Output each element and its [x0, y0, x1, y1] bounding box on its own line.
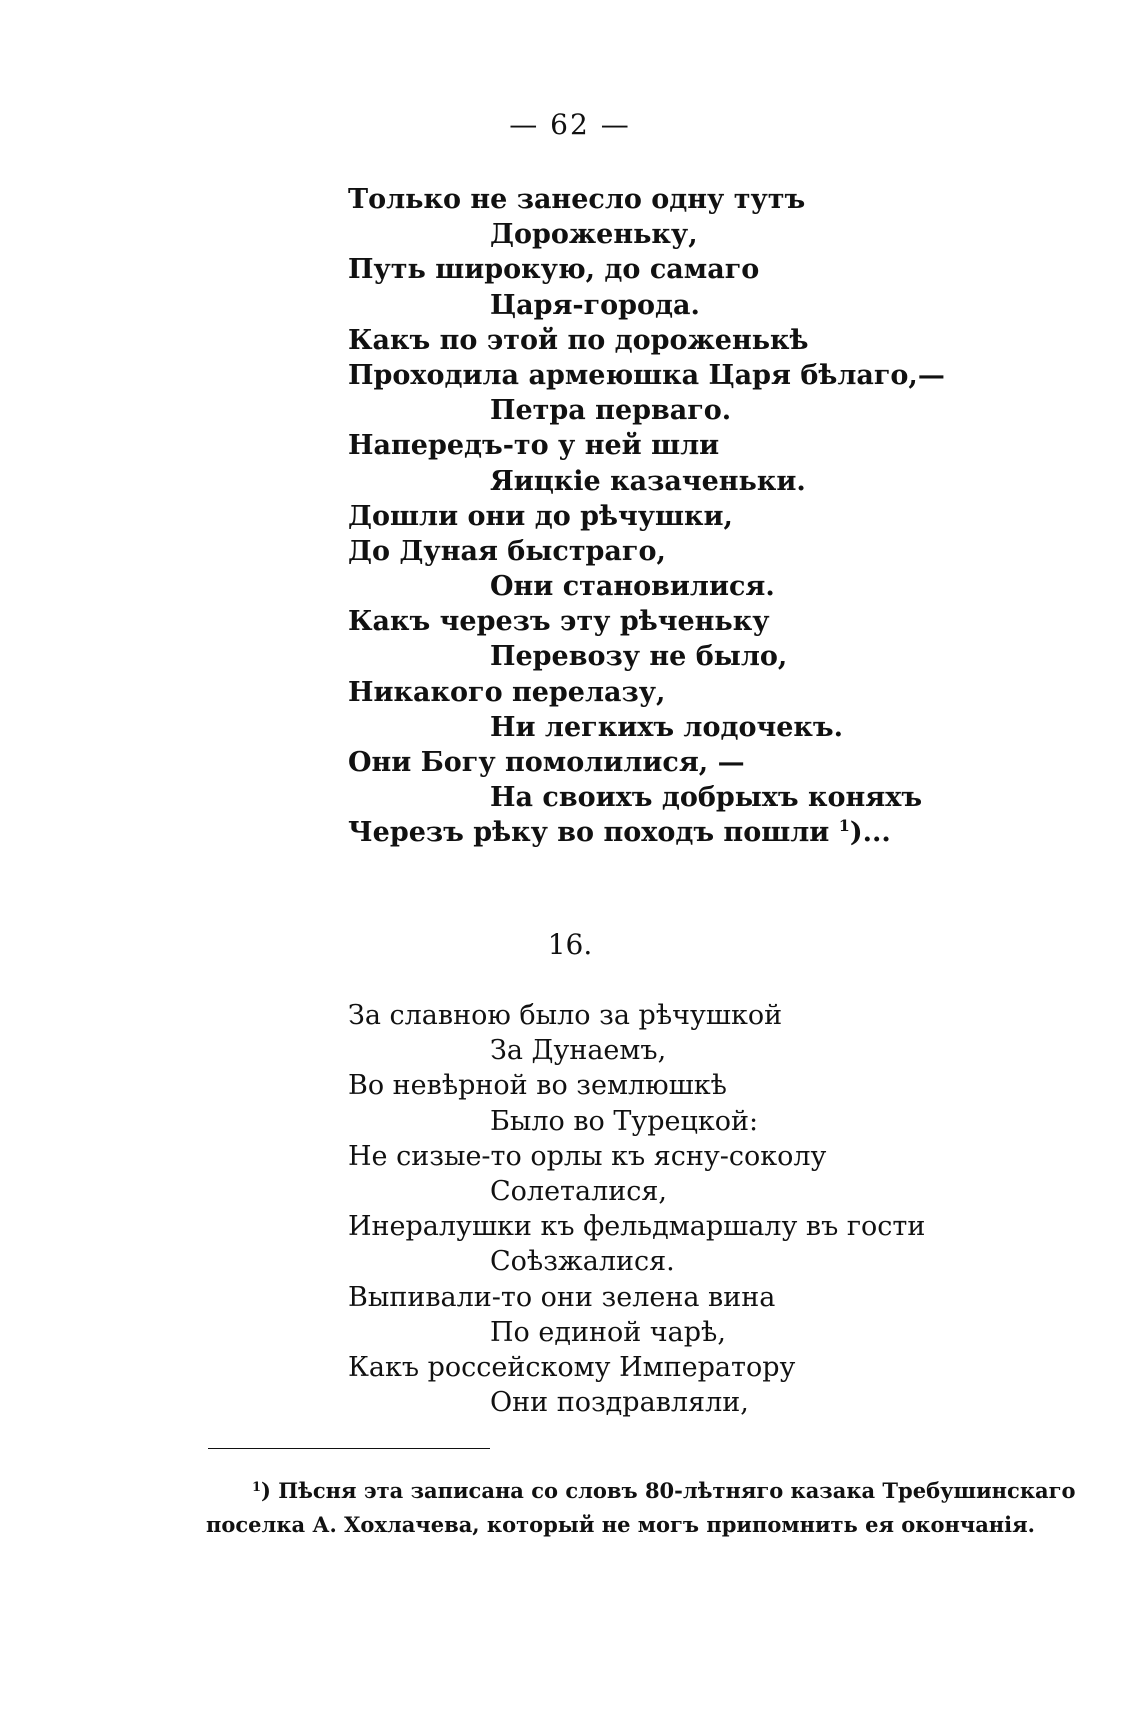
footnote-line — [206, 1474, 1076, 1508]
poem-line: Во невѣрной во землюшкѣ — [348, 1070, 727, 1102]
poem-line: Никакого перелазу, — [348, 676, 666, 708]
footnote-divider — [208, 1448, 490, 1449]
poem-line-with-footnote — [348, 815, 1088, 850]
poem-line: Напередъ-то у ней шли — [348, 430, 720, 462]
poem-line: За славною было за рѣчушкой — [348, 1000, 783, 1031]
poem-line: Они становилися. — [490, 571, 775, 603]
poem-line: Какъ черезъ эту рѣченьку — [348, 606, 770, 638]
poem-line: Солеталися, — [490, 1175, 667, 1207]
poem-15-continuation — [348, 182, 1088, 851]
poem-16 — [348, 998, 1088, 1420]
poem-line: Дороженьку, — [490, 219, 698, 251]
page-number: — 62 — — [509, 108, 631, 141]
poem-line: Выпивали-то они зелена вина — [348, 1281, 776, 1313]
poem-line: Какъ россейскому Императору — [348, 1351, 796, 1383]
footnote-reference[interactable]: 1 — [838, 816, 850, 836]
poem-line: Соѣзжалися. — [490, 1246, 675, 1278]
poem-line: До Дуная быстраго, — [348, 535, 666, 567]
poem-line: По единой чарѣ, — [490, 1316, 726, 1348]
poem-line: Какъ по этой по дороженькѣ — [348, 324, 809, 356]
footnote-line: поселка А. Хохлачева, который не могъ припомнить ея окончанія. — [206, 1512, 1035, 1537]
poem-line: Петра перваго. — [490, 395, 732, 427]
poem-line-tail: )... — [849, 817, 891, 849]
poem-line: Путь широкую, до самаго — [348, 254, 760, 286]
poem-line: Они поздравляли, — [490, 1387, 749, 1419]
section-number: 16. — [547, 928, 593, 961]
poem-line: На своихъ добрыхъ коняхъ — [490, 782, 923, 814]
footnote — [206, 1474, 1076, 1542]
footnote-marker: 1 — [252, 1480, 262, 1495]
poem-line: За Дунаемъ, — [490, 1035, 667, 1067]
poem-line: Перевозу не было, — [490, 641, 788, 673]
poem-line: Они Богу помолилися, — — [348, 747, 745, 778]
poem-line-text: Черезъ рѣку во походъ пошли — [348, 817, 830, 849]
poem-line: Дошли они до рѣчушки, — [348, 500, 733, 532]
poem-line: Только не занесло одну тутъ — [348, 184, 806, 215]
poem-line: Ни легкихъ лодочекъ. — [490, 711, 844, 743]
footnote-text: ) Пѣсня эта записана со словъ 80-лѣтняго казака Требушинскаго — [261, 1478, 1076, 1503]
poem-line: Не сизые-то орлы къ ясну-соколу — [348, 1140, 827, 1172]
poem-line: Было во Турецкой: — [490, 1105, 759, 1137]
poem-line: Царя-города. — [490, 289, 700, 321]
poem-line: Инералушки къ фельдмаршалу въ гости — [348, 1211, 926, 1243]
poem-line: Проходила армеюшка Царя бѣлаго,— — [348, 359, 945, 391]
poem-line: Яицкіе казаченьки. — [490, 465, 806, 497]
